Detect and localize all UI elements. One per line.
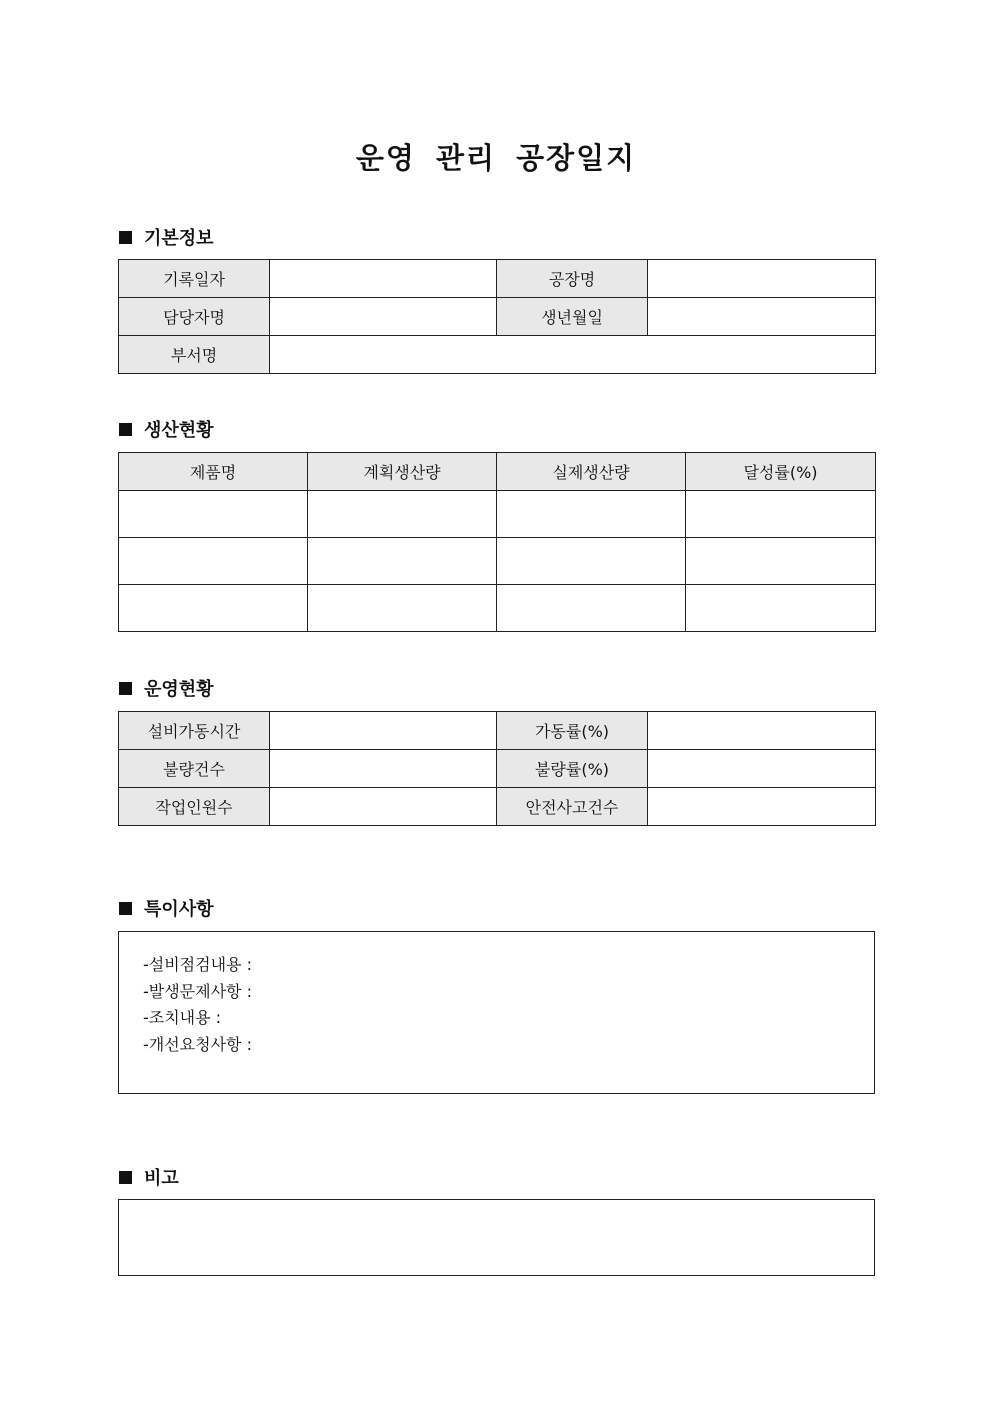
equipment-hours-field[interactable] (270, 712, 497, 750)
basic-info-table (118, 259, 876, 374)
table-cell[interactable] (497, 585, 686, 632)
defect-count-field[interactable] (270, 750, 497, 788)
column-header: 제품명 (119, 453, 308, 491)
column-header: 실제생산량 (497, 453, 686, 491)
section-heading-remarks (119, 1164, 179, 1190)
defect-rate-field[interactable] (648, 750, 876, 788)
column-header: 달성률(%) (686, 453, 876, 491)
table-cell[interactable] (686, 538, 876, 585)
section-heading-label: 운영현황 (144, 679, 214, 700)
label-equipment-hours: 설비가동시간 (119, 712, 270, 750)
section-heading-label: 비고 (144, 1168, 179, 1189)
label-defect-rate: 불량률(%) (497, 750, 648, 788)
square-bullet-icon (119, 1171, 132, 1184)
special-notes-box[interactable] (118, 931, 875, 1094)
label-accidents: 안전사고건수 (497, 788, 648, 826)
table-cell[interactable] (119, 491, 308, 538)
page-title: 운영 관리 공장일지 (355, 141, 637, 175)
remarks-box[interactable] (118, 1199, 875, 1276)
manager-name-field[interactable] (270, 298, 497, 336)
section-heading-special (119, 895, 214, 921)
table-cell[interactable] (308, 538, 497, 585)
note-line-requests: -개선요청사항 : (143, 1034, 252, 1054)
table-cell[interactable] (119, 538, 308, 585)
table-cell[interactable] (119, 585, 308, 632)
utilization-rate-field[interactable] (648, 712, 876, 750)
table-cell[interactable] (497, 491, 686, 538)
label-defect-count: 불량건수 (119, 750, 270, 788)
column-header: 계획생산량 (308, 453, 497, 491)
table-cell[interactable] (497, 538, 686, 585)
record-date-field[interactable] (270, 260, 497, 298)
workers-field[interactable] (270, 788, 497, 826)
square-bullet-icon (119, 231, 132, 244)
label-workers: 작업인원수 (119, 788, 270, 826)
production-table (118, 452, 876, 632)
note-line-issues: -발생문제사항 : (143, 981, 252, 1001)
label-birth-date: 생년월일 (497, 298, 648, 336)
department-field[interactable] (270, 336, 876, 374)
label-department: 부서명 (119, 336, 270, 374)
factory-name-field[interactable] (648, 260, 876, 298)
note-line-inspection: -설비점검내용 : (143, 955, 252, 974)
label-utilization-rate: 가동률(%) (497, 712, 648, 750)
birth-date-field[interactable] (648, 298, 876, 336)
operation-table (118, 711, 876, 826)
label-record-date: 기록일자 (119, 260, 270, 298)
square-bullet-icon (119, 902, 132, 915)
label-manager-name: 담당자명 (119, 298, 270, 336)
section-heading-label: 생산현황 (144, 420, 214, 441)
accidents-field[interactable] (648, 788, 876, 826)
square-bullet-icon (119, 423, 132, 436)
note-line-actions: -조치내용 : (143, 1008, 222, 1027)
section-heading-label: 기본정보 (144, 228, 214, 249)
section-heading-basic (119, 224, 214, 250)
table-cell[interactable] (686, 491, 876, 538)
square-bullet-icon (119, 682, 132, 695)
table-cell[interactable] (308, 585, 497, 632)
section-heading-label: 특이사항 (144, 899, 214, 920)
label-factory-name: 공장명 (497, 260, 648, 298)
section-heading-operation (119, 675, 214, 701)
section-heading-production (119, 416, 214, 442)
table-cell[interactable] (686, 585, 876, 632)
table-cell[interactable] (308, 491, 497, 538)
